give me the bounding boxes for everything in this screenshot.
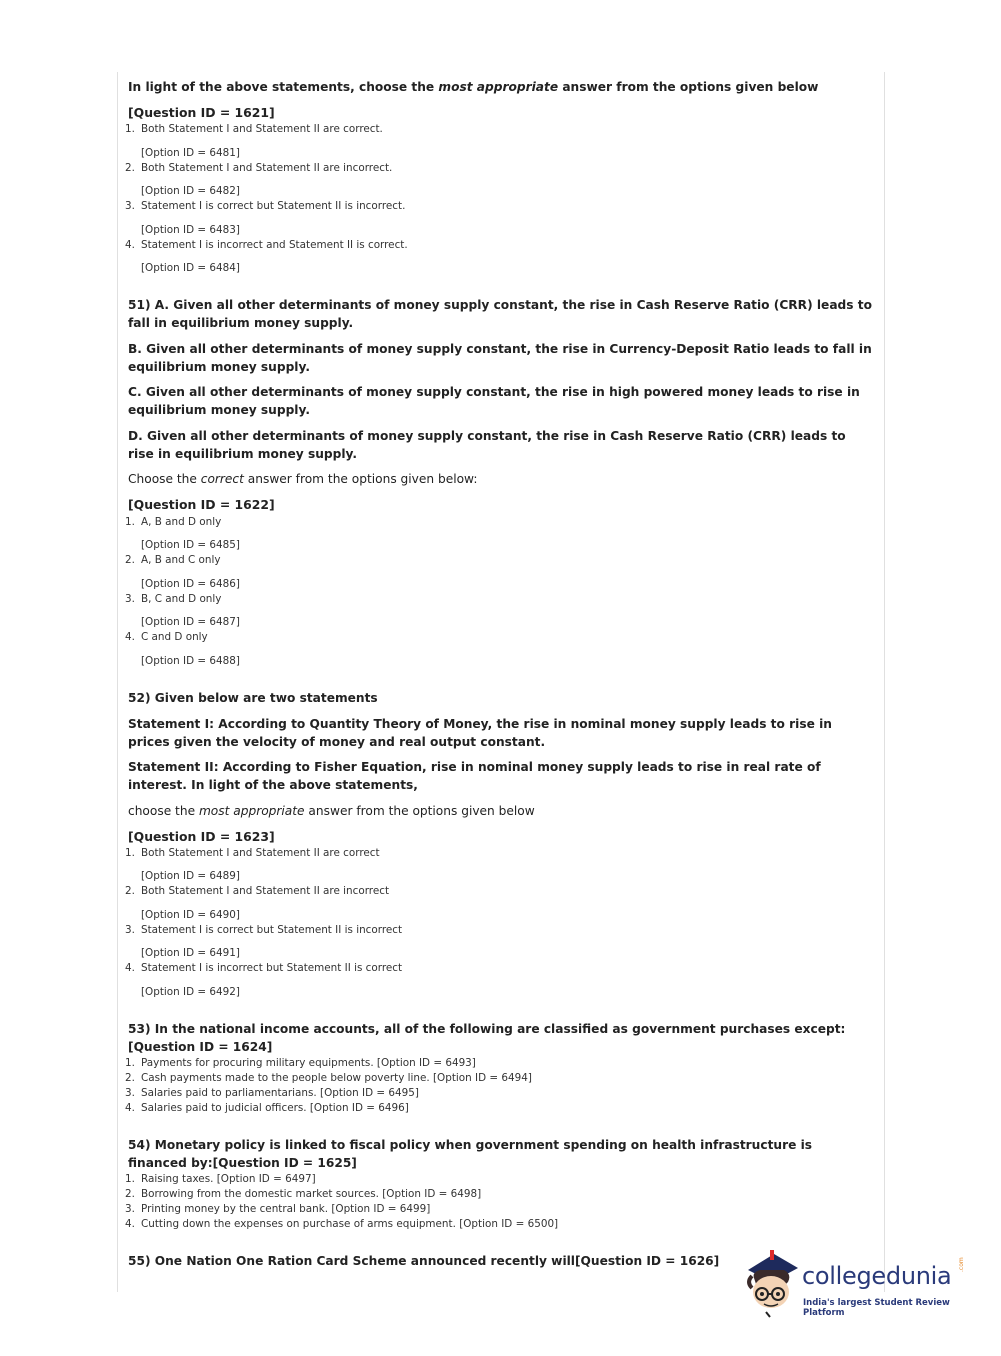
q54-option-4: 4. Cutting down the expenses on purchase of arms equipment. [Option ID = 6500] [125, 1218, 559, 1230]
q51-statement-c: C. Given all other determinants of money supply constant, the rise in high powered money leads to rise in equilibrium money supply. [128, 385, 860, 417]
q53-option-1: 1. Payments for procuring military equipments. [Option ID = 6493] [125, 1057, 476, 1069]
q54-heading: 54) Monetary policy is linked to fiscal policy when government spending on health infrastructure is financed by:[Question ID = 1625] [128, 1138, 813, 1170]
q52-option-2: 2. Both Statement I and Statement II are incorrect [125, 885, 390, 897]
q51-statement-a: 51) A. Given all other determinants of money supply constant, the rise in Cash Reserve Ratio (CRR) leads to fall in equilibrium money supply. [128, 298, 872, 330]
q52-statement-1: Statement I: According to Quantity Theory of Money, the rise in nominal money supply leads to rise in prices given the velocity of money and real output constant. [128, 717, 832, 749]
logo-domain: .com [958, 1257, 965, 1272]
q51-question-id: [Question ID = 1622] [128, 497, 275, 512]
q50-option-4: 4. Statement I is incorrect and Statement II is correct. [125, 239, 408, 251]
q53-option-4: 4. Salaries paid to judicial officers. [Option ID = 6496] [125, 1102, 409, 1114]
q53-option-2: 2. Cash payments made to the people below poverty line. [Option ID = 6494] [125, 1072, 532, 1084]
logo-wordmark: collegedunia [802, 1262, 952, 1290]
q52-choose: choose the most appropriate answer from the options given below [128, 804, 535, 818]
q50-option-1-id: [Option ID = 6481] [141, 147, 240, 159]
q52-option-4-id: [Option ID = 6492] [141, 986, 240, 998]
page-border-right [884, 72, 885, 1292]
q53-heading: 53) In the national income accounts, all of the following are classified as government purchases except:[Question ID = 1624] [128, 1022, 846, 1054]
q50-question-id: [Question ID = 1621] [128, 105, 275, 120]
q51-statement-d: D. Given all other determinants of money supply constant, the rise in Cash Reserve Ratio (CRR) leads to rise in equilibrium money supply. [128, 429, 846, 461]
collegedunia-logo [740, 1248, 970, 1318]
page-border-left [117, 72, 118, 1292]
q50-option-2: 2. Both Statement I and Statement II are incorrect. [125, 162, 393, 174]
q51-statement-b: B. Given all other determinants of money supply constant, the rise in Currency-Deposit Ratio leads to fall in equilibrium money supply. [128, 342, 872, 374]
mascot-icon [740, 1248, 804, 1318]
q51-option-1: 1. A, B and D only [125, 516, 222, 528]
q51-option-4-id: [Option ID = 6488] [141, 655, 240, 667]
q52-option-3-id: [Option ID = 6491] [141, 947, 240, 959]
q50-option-4-id: [Option ID = 6484] [141, 262, 240, 274]
q52-option-1: 1. Both Statement I and Statement II are correct [125, 847, 380, 859]
q51-option-4: 4. C and D only [125, 631, 208, 643]
q50-option-1: 1. Both Statement I and Statement II are correct. [125, 123, 383, 135]
q52-question-id: [Question ID = 1623] [128, 829, 275, 844]
q51-option-2-id: [Option ID = 6486] [141, 578, 240, 590]
q52-option-1-id: [Option ID = 6489] [141, 870, 240, 882]
q53-option-3: 3. Salaries paid to parliamentarians. [Option ID = 6495] [125, 1087, 419, 1099]
q51-option-3-id: [Option ID = 6487] [141, 616, 240, 628]
q54-option-2: 2. Borrowing from the domestic market sources. [Option ID = 6498] [125, 1188, 482, 1200]
q52-option-3: 3. Statement I is correct but Statement II is incorrect [125, 924, 403, 936]
q52-statement-2: Statement II: According to Fisher Equation, rise in nominal money supply leads to rise in real rate of interest. In light of the above statements, [128, 760, 821, 792]
q50-option-3: 3. Statement I is correct but Statement II is incorrect. [125, 200, 406, 212]
q51-choose: Choose the correct answer from the options given below: [128, 472, 478, 486]
q52-option-2-id: [Option ID = 6490] [141, 909, 240, 921]
q52-option-4: 4. Statement I is incorrect but Statement II is correct [125, 962, 403, 974]
q51-option-3: 3. B, C and D only [125, 593, 222, 605]
q50-option-2-id: [Option ID = 6482] [141, 185, 240, 197]
q50-lead: In light of the above statements, choose the most appropriate answer from the options given below [128, 80, 819, 94]
q52-heading: 52) Given below are two statements [128, 691, 378, 705]
q54-option-3: 3. Printing money by the central bank. [Option ID = 6499] [125, 1203, 431, 1215]
logo-tagline: India's largest Student Review Platform [803, 1298, 950, 1318]
q55-heading: 55) One Nation One Ration Card Scheme announced recently will[Question ID = 1626] [128, 1254, 720, 1268]
q51-option-2: 2. A, B and C only [125, 554, 221, 566]
q54-option-1: 1. Raising taxes. [Option ID = 6497] [125, 1173, 316, 1185]
q50-option-3-id: [Option ID = 6483] [141, 224, 240, 236]
q51-option-1-id: [Option ID = 6485] [141, 539, 240, 551]
